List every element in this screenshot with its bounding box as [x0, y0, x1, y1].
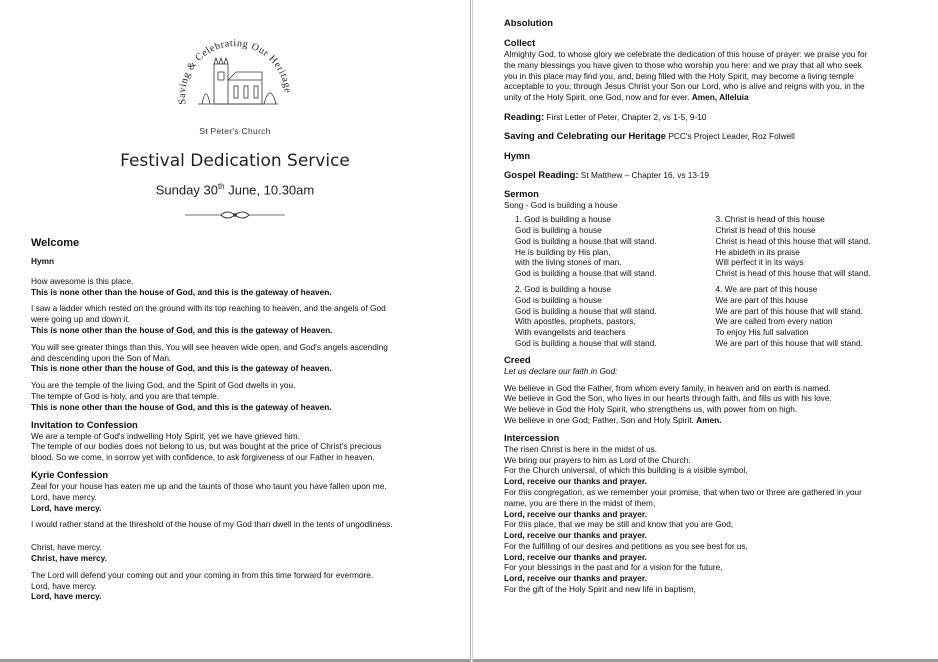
left-column-text	[31, 236, 451, 602]
collect-line: the many blessings you have given to those who worship you here: and we pray that all who seek	[504, 59, 862, 70]
heritage-label: Saving and Celebrating our Heritage	[504, 129, 667, 141]
creed-line: We believe in God the Holy Spirit, who strengthens us, with power from on high.	[504, 404, 798, 415]
collect-line: you in this place may find you, and, being filled with the Holy Spirit, may become a living temple	[504, 70, 855, 81]
church-drawing	[198, 58, 278, 104]
welcome-line: The temple of God is holy, and you are that temple.	[31, 390, 220, 401]
song-verse-2	[515, 284, 716, 349]
intercession-line: For the gift of the Holy Spirit and new life in baptism,	[504, 584, 696, 595]
church-logo	[172, 20, 298, 120]
kyrie-heading: Kyrie Confession	[31, 468, 109, 480]
reading-line	[504, 112, 916, 123]
gospel-line	[504, 170, 916, 181]
welcome-refrain: This is none other than the house of God, and this is the gateway of heaven.	[31, 286, 332, 297]
kyrie-response: Christ, have mercy.	[31, 552, 107, 563]
kyrie-line: Zeal for your house has eaten me up and the taunts of those who taunt you have fallen upon me.	[31, 480, 387, 491]
sermon-heading: Sermon	[504, 188, 539, 200]
creed-line-last	[504, 415, 916, 426]
verse-line: God is building a house that will stand.	[515, 337, 657, 348]
church-name: St Peter's Church	[199, 126, 271, 136]
invitation-line: blood. So we come, in sorrow yet with confidence, to ask forgiveness of our Father in heaven.	[31, 452, 375, 463]
service-date	[0, 182, 470, 197]
verse-line: We are called from every nation	[715, 316, 833, 327]
invitation-line: The temple of our bodies does not belong to us, but was bought at the price of Christ's precious	[31, 441, 382, 452]
kyrie-line: I would rather stand at the threshold of the house of my God than dwell in the tents of ungodliness.	[31, 519, 393, 530]
service-title: Festival Dedication Service	[120, 151, 350, 171]
intercession-line: For the Church universal, of which this building is a visible symbol,	[504, 465, 748, 476]
collect-line: acceptable to you; through Jesus Christ your Son our Lord, who is alive and reigns with you, in the	[504, 81, 865, 92]
reading-label: Reading:	[504, 110, 545, 122]
kyrie-call: Lord, have mercy.	[31, 491, 97, 502]
song-verse-3	[716, 214, 917, 279]
song-verse-1	[515, 214, 716, 279]
right-column-text	[504, 17, 916, 595]
intercession-line: For this place, that we may be still and know that you are God,	[504, 519, 734, 530]
welcome-refrain: This is none other than the house of God, and this is the gateway of heaven.	[31, 401, 332, 412]
creed-line-text: We believe in one God; Father, Son and Holy Spirit.	[504, 414, 697, 425]
welcome-refrain: This is none other than the house of God, and this is the gateway of heaven.	[31, 363, 332, 374]
verse-line: With evangelists and teachers	[515, 327, 626, 338]
intercession-response: Lord, receive our thanks and prayer.	[504, 551, 647, 562]
creed-line: We believe in God the Father, from whom every family, in heaven and on earth is named.	[504, 382, 831, 393]
invitation-line: We are a temple of God's indwelling Holy Spirit, yet we have grieved him.	[31, 430, 300, 441]
creed-intro: Let us declare our faith in God:	[504, 365, 618, 376]
verse-line: Christ is head of this house	[715, 224, 816, 235]
kyrie-call: Lord, have mercy.	[31, 580, 97, 591]
intercession-response: Lord, receive our thanks and prayer.	[504, 530, 647, 541]
welcome-line: and descending upon the Son of Man.	[31, 352, 172, 363]
intercession-response: Lord, receive our thanks and prayer.	[504, 508, 647, 519]
song-verse-4	[716, 284, 917, 349]
welcome-refrain: This is none other than the house of God, and this is the gateway of Heaven.	[31, 324, 333, 335]
heritage-line	[504, 131, 916, 142]
verse-line: God is building a house that will stand.	[515, 235, 657, 246]
creed-line: We believe in God the Son, who lives in our hearts through faith, and fills us with his love.	[504, 393, 832, 404]
kyrie-call: Christ, have mercy.	[31, 542, 102, 553]
collect-line-text: unity of the Holy Spirit, one God, now and for ever.	[504, 92, 692, 103]
hymn-heading: Hymn	[504, 149, 531, 161]
song-column-right	[716, 214, 917, 354]
gospel-label: Gospel Reading:	[504, 168, 579, 180]
creed-amen: Amen.	[696, 414, 722, 425]
kyrie-response: Lord, have mercy.	[31, 502, 102, 513]
intercession-response: Lord, receive our thanks and prayer.	[504, 573, 647, 584]
verse-line: He is building by His plan,	[515, 246, 611, 257]
intercession-heading: Intercession	[504, 431, 560, 443]
heritage-text: PCC's Project Leader, Roz Folwell	[666, 130, 795, 141]
collect-amen: Amen, Alleluia	[691, 92, 749, 103]
song-column-left	[515, 214, 716, 354]
verse-line: We are part of this house that will stand.	[715, 337, 863, 348]
verse-line: With apostles, prophets, pastors,	[515, 316, 636, 327]
verse-line: He abideth in its praise	[715, 246, 800, 257]
song-title: Song - God is building a house	[504, 200, 618, 211]
intercession-line: The risen Christ is here in the midst of us.	[504, 443, 658, 454]
collect-line: Almighty God, to whose glory we celebrate the dedication of this house of prayer: we praise you for	[504, 49, 868, 59]
verse-line: We are part of this house that will stand.	[715, 305, 863, 316]
date-rest: June, 10.30am	[224, 182, 315, 198]
verse-line: Christ is head of this house that will stand.	[715, 235, 871, 246]
welcome-line: You will see greater things than this. You will see heaven wide open, and God's angels ascending	[31, 341, 388, 352]
verse-line: Christ is head of this house that will stand.	[715, 268, 871, 279]
verse-line: 1. God is building a house	[515, 214, 611, 225]
verse-line: We are part of this house	[715, 294, 809, 305]
intercession-line: We bring our prayers to him as Lord of the Church.	[504, 454, 691, 465]
verse-line: 2. God is building a house	[515, 283, 611, 294]
intercession-line: name, you are there in the midst of them,	[504, 497, 656, 508]
welcome-heading: Welcome	[31, 237, 80, 249]
verse-line: Will perfect it in its ways	[715, 257, 804, 268]
gospel-text: St Matthew – Chapter 16, vs 13-19	[578, 169, 710, 180]
collect-line-last	[504, 92, 916, 103]
absolution-heading: Absolution	[504, 17, 553, 28]
welcome-line: I saw a ladder which rested on the ground with its top reaching to heaven, and the angels of God	[31, 303, 386, 314]
welcome-line: You are the temple of the living God, and the Spirit of God dwells in you.	[31, 380, 296, 391]
verse-line: God is building a house that will stand.	[515, 305, 657, 316]
verse-line: 4. We are part of this house	[715, 283, 818, 294]
creed-heading: Creed	[504, 353, 531, 365]
verse-line: with the living stones of man,	[515, 257, 622, 268]
intercession-response: Lord, receive our thanks and prayer.	[504, 476, 647, 487]
song-verses	[515, 214, 916, 354]
verse-line: God is building a house that will stand.	[515, 268, 657, 279]
intercession-line: For the fulfilling of our desires and petitions as you see best for us,	[504, 540, 748, 551]
verse-line: God is building a house	[515, 224, 602, 235]
reading-text: First Letter of Peter, Chapter 2, vs 1-5, 9-10	[544, 111, 707, 122]
verse-line: To enjoy His full salvation	[715, 327, 809, 338]
intercession-line: For your blessings in the past and for a vision for the future,	[504, 562, 723, 573]
verse-line: God is building a house	[515, 294, 602, 305]
verse-line: 3. Christ is head of this house	[715, 214, 825, 225]
welcome-line: were going up and down it.	[31, 314, 131, 325]
welcome-hymn-label: Hymn	[31, 256, 55, 266]
date-main: Sunday 30	[155, 182, 218, 198]
welcome-line: How awesome is this place.	[31, 275, 134, 286]
right-page	[472, 0, 938, 662]
invitation-heading: Invitation to Confession	[31, 418, 138, 430]
kyrie-response: Lord, have mercy.	[31, 591, 102, 602]
date-superscript: th	[217, 182, 225, 191]
kyrie-line: The Lord will defend your coming out and your coming in from this time forward for evermore.	[31, 569, 374, 580]
logo-heritage-text: Saving & Celebrating Our Heritage	[176, 38, 293, 105]
collect-heading: Collect	[504, 37, 536, 48]
flourish-divider	[183, 208, 287, 222]
intercession-line: For this congregation, as we remember your promise, that when two or three are gathered in your	[504, 486, 862, 497]
